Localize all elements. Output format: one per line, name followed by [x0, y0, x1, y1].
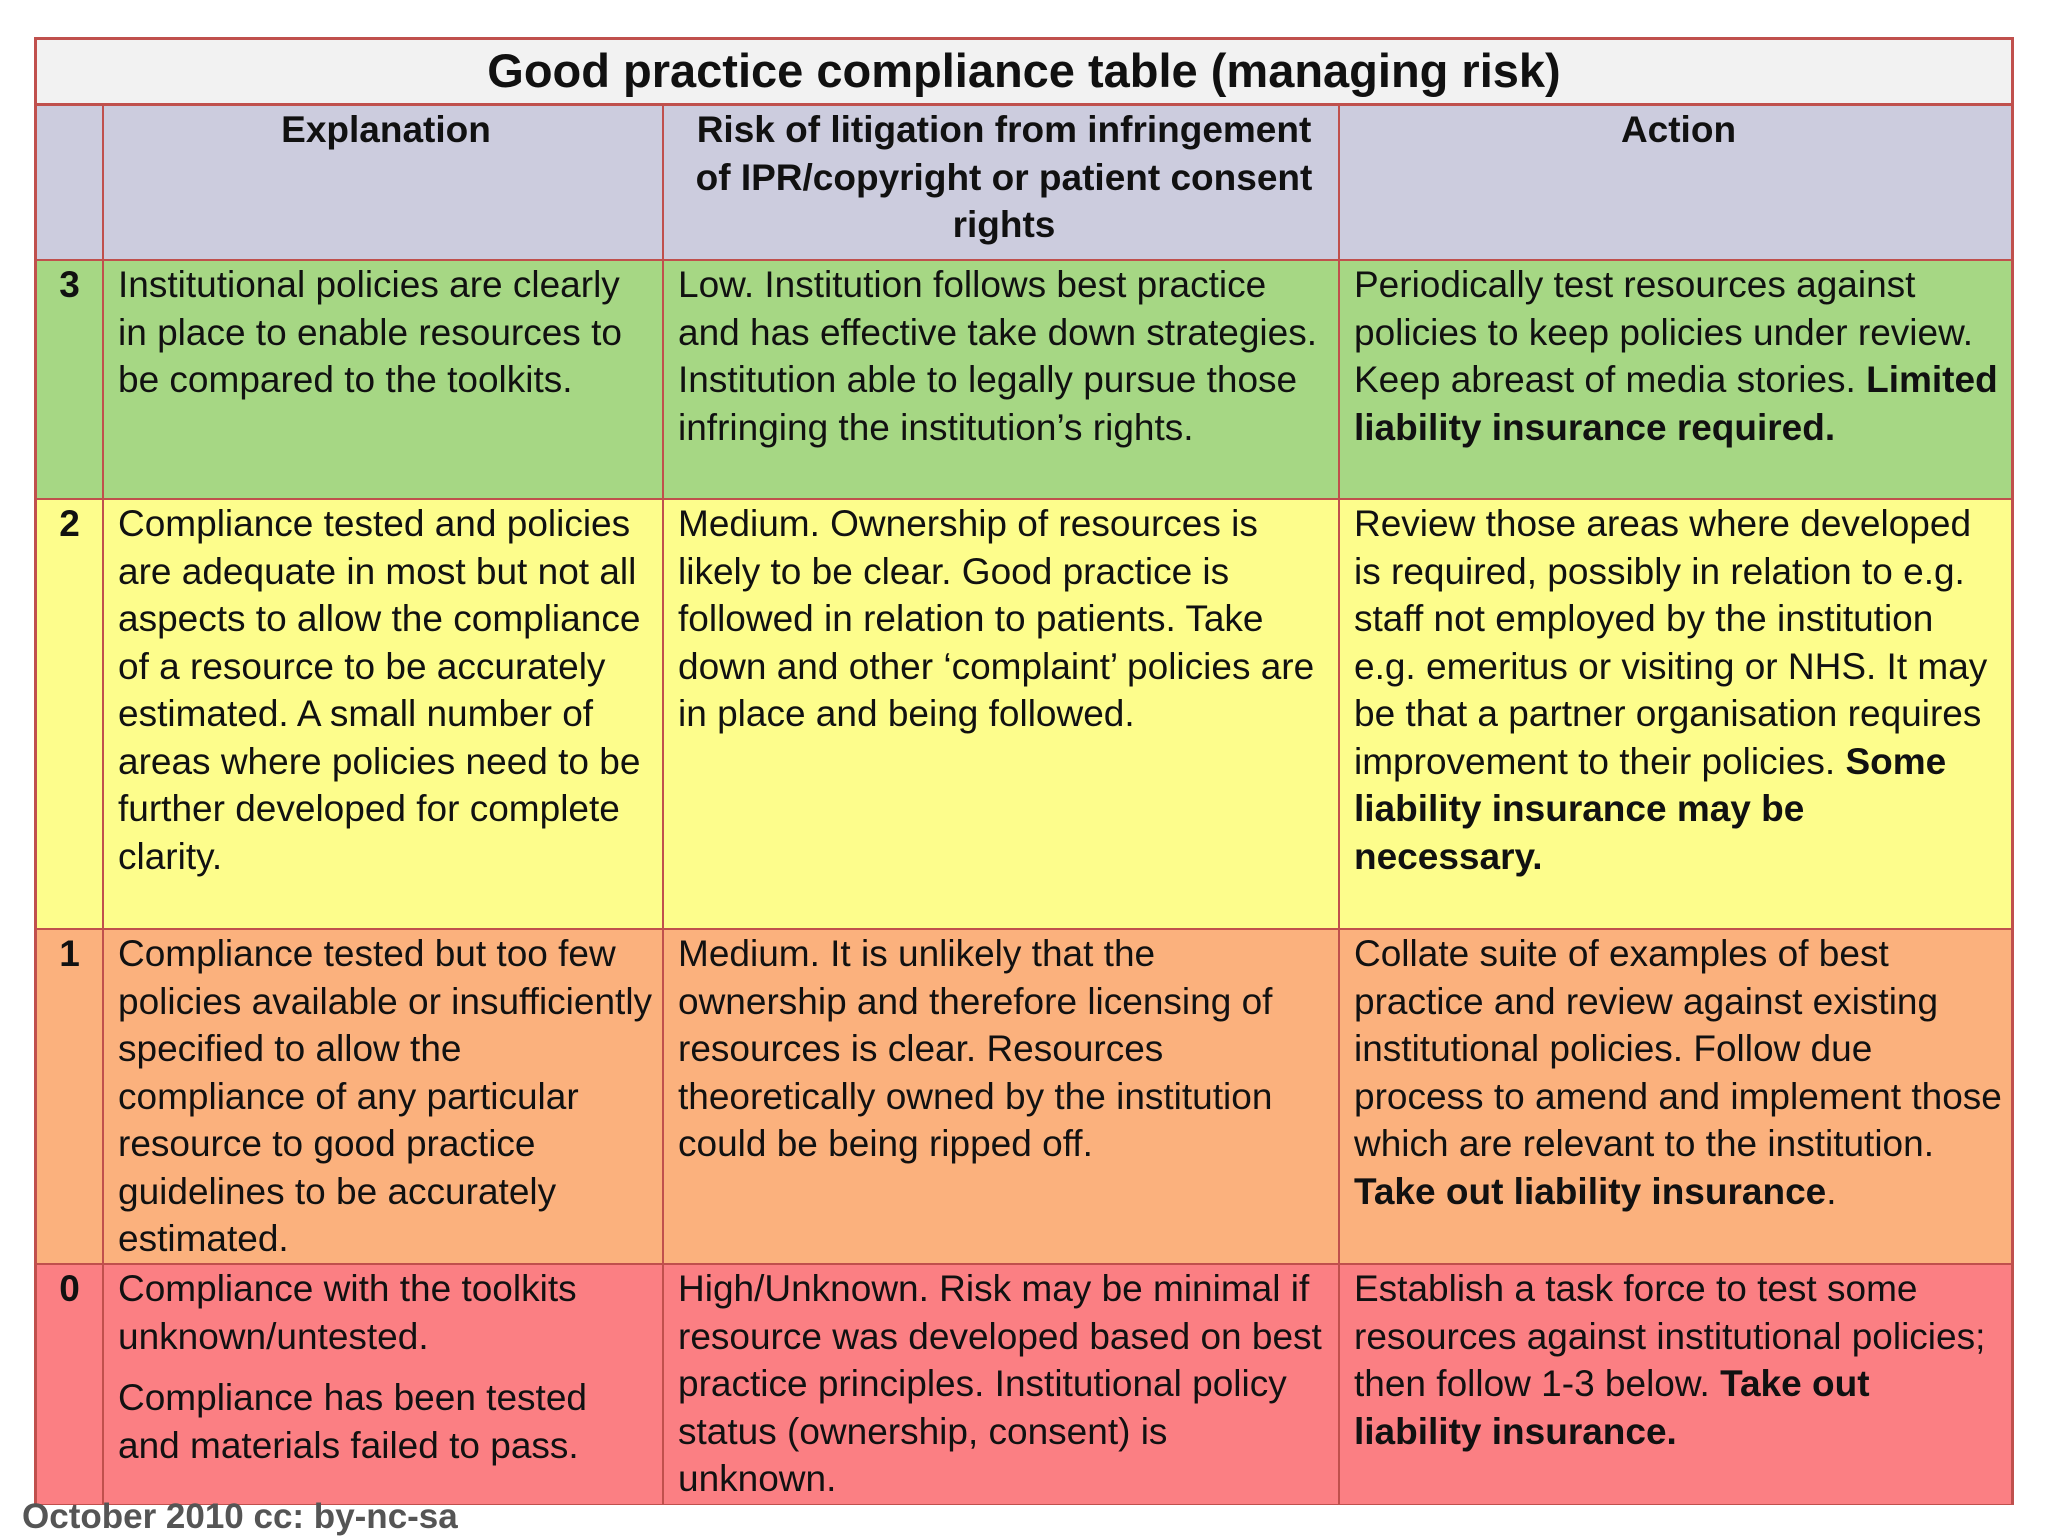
- level-cell: 0: [37, 1264, 103, 1504]
- license-footer: October 2010 cc: by-nc-sa: [22, 1497, 458, 1536]
- compliance-table-frame: [34, 37, 2014, 1505]
- action-text: Collate suite of examples of best practice and review against existing institutional policies. Follow due process to amend and implement those which are relevant to the institution.: [1354, 933, 2002, 1164]
- action-emphasis: Limited liability insurance required.: [1354, 359, 1998, 448]
- risk-cell: High/Unknown. Risk may be minimal if resource was developed based on best practice principles. Institutional policy status (ownership, consent) is unknown.: [663, 1264, 1339, 1504]
- header-row: [37, 106, 2011, 260]
- table-row-level-1: [37, 929, 2011, 1264]
- action-emphasis: Take out liability insurance.: [1354, 1363, 1870, 1452]
- action-emphasis: Some liability insurance may be necessary.: [1354, 740, 1947, 877]
- explanation-cell: Institutional policies are clearly in place to enable resources to be compared to the toolkits.: [103, 260, 663, 499]
- action-text: Review those areas where developed is required, possibly in relation to e.g. staff not employed by the institution e.g. emeritus or visiting or NHS. It may be that a partner organisation requires improvement to their policies.: [1354, 503, 1988, 782]
- risk-cell: Medium. It is unlikely that the ownership and therefore licensing of resources is clear. Resources theoretically owned by the institution could be being ripped off.: [663, 929, 1339, 1264]
- table-row-level-2: [37, 499, 2011, 929]
- action-text: Periodically test resources against policies to keep policies under review. Keep abreast of media stories.: [1354, 264, 1974, 400]
- action-header: Action: [1339, 106, 2011, 260]
- action-tail: .: [1826, 1170, 1837, 1212]
- explanation-paragraph: Compliance with the toolkits unknown/untested.: [118, 1268, 577, 1357]
- action-cell: [1339, 260, 2011, 499]
- action-text: Establish a task force to test some resources against institutional policies; then follow 1-3 below.: [1354, 1268, 1986, 1404]
- explanation-paragraph: Compliance has been tested and materials failed to pass.: [118, 1377, 587, 1466]
- explanation-cell: Compliance tested and policies are adequate in most but not all aspects to allow the compliance of a resource to be accurately estimated. A small number of areas where policies need to be further developed for complete clarity.: [103, 499, 663, 929]
- level-cell: 1: [37, 929, 103, 1264]
- risk-cell: Low. Institution follows best practice and has effective take down strategies. Institution able to legally pursue those infringing the institution’s rights.: [663, 260, 1339, 499]
- level-header: [37, 106, 103, 260]
- explanation-cell: Compliance tested but too few policies available or insufficiently specified to allow the compliance of any particular resource to good practice guidelines to be accurately estimated.: [103, 929, 663, 1264]
- explanation-cell: [103, 1264, 663, 1504]
- action-emphasis: Take out liability insurance: [1354, 1170, 1827, 1212]
- table-row-level-3: [37, 260, 2011, 499]
- risk-header: Risk of litigation from infringement of IPR/copyright or patient consent rights: [663, 106, 1339, 260]
- level-cell: 2: [37, 499, 103, 929]
- level-cell: 3: [37, 260, 103, 499]
- compliance-table: [37, 106, 2011, 1504]
- explanation-header: Explanation: [103, 106, 663, 260]
- action-cell: [1339, 499, 2011, 929]
- action-cell: [1339, 929, 2011, 1264]
- risk-cell: Medium. Ownership of resources is likely to be clear. Good practice is followed in relation to patients. Take down and other ‘complaint’ policies are in place and being followed.: [663, 499, 1339, 929]
- action-cell: [1339, 1264, 2011, 1504]
- table-row-level-0: [37, 1264, 2011, 1504]
- table-title: Good practice compliance table (managing risk): [37, 40, 2011, 106]
